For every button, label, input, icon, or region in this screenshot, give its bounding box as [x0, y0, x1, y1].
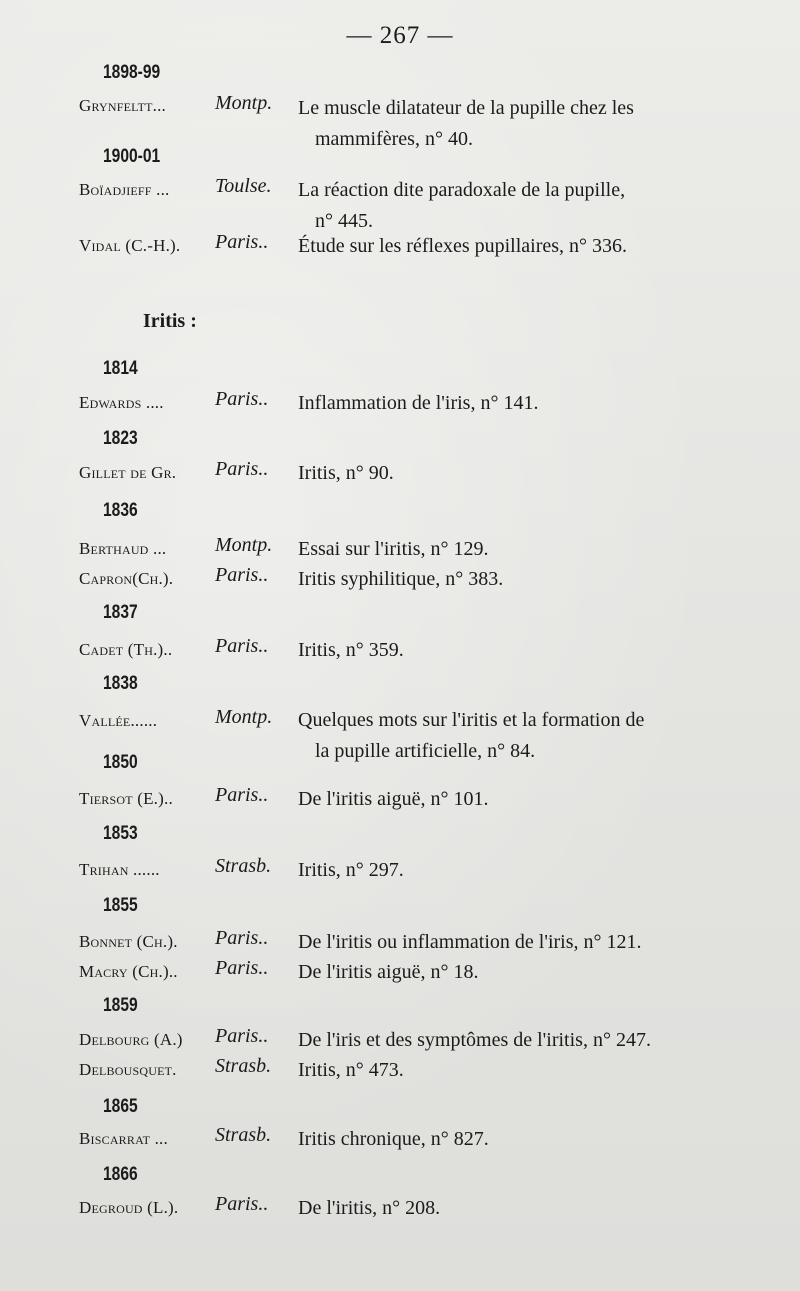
entry-year: 1814	[103, 358, 138, 379]
entry-title-line: Iritis, n° 297.	[298, 859, 404, 881]
entry-place: Paris..	[215, 635, 269, 657]
entry-year: 1853	[103, 823, 138, 844]
entry-place: Strasb.	[215, 1124, 272, 1146]
entry-place: Toulse.	[215, 175, 272, 197]
entry-place: Paris..	[215, 1025, 269, 1047]
entry-title-line: Iritis syphilitique, n° 383.	[298, 568, 504, 590]
entry-title-line: De l'iris et des symptômes de l'iritis, n° 247.	[298, 1029, 651, 1051]
entry-place: Paris..	[215, 564, 269, 586]
entry-title-line: De l'iritis aiguë, n° 101.	[298, 788, 489, 810]
entry-place: Montp.	[215, 534, 273, 556]
entry-title-line: Quelques mots sur l'iritis et la formation de	[298, 709, 645, 731]
entry-author: Macry (Ch.)..	[79, 962, 178, 981]
entry-title	[298, 388, 718, 419]
entry-title-line: De l'iritis ou inflammation de l'iris, n° 121.	[298, 931, 642, 953]
entry-author: Delbousquet.	[79, 1060, 177, 1079]
entry-place: Paris..	[215, 927, 269, 949]
entry-title	[298, 1055, 718, 1086]
entry-title-line: Inflammation de l'iris, n° 141.	[298, 392, 539, 414]
entry-year: 1837	[103, 602, 138, 623]
entry-author: Gillet de Gr.	[79, 463, 177, 482]
entry-author: Vallée......	[79, 711, 158, 730]
entry-author: Grynfeltt...	[79, 96, 166, 115]
entry-year: 1855	[103, 895, 138, 916]
entry-place: Strasb.	[215, 1055, 272, 1077]
entry-author: Cadet (Th.)..	[79, 640, 173, 659]
entry-year: 1836	[103, 500, 138, 521]
entry-year: 1898-99	[103, 62, 161, 83]
entry-place: Paris..	[215, 1193, 269, 1215]
entry-title-line: Le muscle dilatateur de la pupille chez les	[298, 97, 634, 119]
entry-year: 1823	[103, 428, 138, 449]
entry-author: Trihan ......	[79, 860, 160, 879]
entry-place: Paris..	[215, 388, 269, 410]
entry-year: 1866	[103, 1164, 138, 1185]
entry-title-line: la pupille artificielle, n° 84.	[315, 740, 536, 762]
entry-title	[298, 458, 718, 489]
section-title: Iritis :	[143, 310, 197, 332]
entry-title-line: De l'iritis, n° 208.	[298, 1197, 441, 1219]
entry-author: Degroud (L.).	[79, 1198, 179, 1217]
entry-title	[298, 534, 718, 565]
entry-year: 1850	[103, 752, 138, 773]
entry-title	[298, 93, 718, 155]
entry-title-line: Iritis, n° 90.	[298, 462, 394, 484]
entry-title	[298, 1025, 718, 1056]
entry-title	[298, 564, 718, 595]
entry-author: Vidal (C.-H.).	[79, 236, 181, 255]
entry-title-line: Iritis, n° 473.	[298, 1059, 404, 1081]
entry-title	[298, 957, 718, 988]
entry-place: Paris..	[215, 231, 269, 253]
entry-author: Bonnet (Ch.).	[79, 932, 178, 951]
entry-title	[298, 635, 718, 666]
entry-place: Paris..	[215, 458, 269, 480]
entry-title-line: mammifères, n° 40.	[315, 128, 473, 150]
entry-year: 1859	[103, 995, 138, 1016]
entry-title	[298, 231, 718, 262]
entry-title	[298, 175, 718, 237]
entry-year: 1838	[103, 673, 138, 694]
entry-year: 1900-01	[103, 146, 161, 167]
entry-year: 1865	[103, 1096, 138, 1117]
entry-title-line: Essai sur l'iritis, n° 129.	[298, 538, 489, 560]
entry-author: Biscarrat ...	[79, 1129, 168, 1148]
entry-title	[298, 1124, 718, 1155]
entry-author: Berthaud ...	[79, 539, 167, 558]
entry-author: Capron(Ch.).	[79, 569, 174, 588]
entry-title-line: La réaction dite paradoxale de la pupille,	[298, 179, 626, 201]
entry-title	[298, 705, 718, 767]
entry-title-line: n° 445.	[315, 210, 373, 232]
entry-place: Paris..	[215, 784, 269, 806]
entry-title	[298, 927, 718, 958]
entry-place: Paris..	[215, 957, 269, 979]
entry-title	[298, 784, 718, 815]
entry-title-line: Iritis chronique, n° 827.	[298, 1128, 489, 1150]
entry-author: Delbourg (A.)	[79, 1030, 183, 1049]
entry-title	[298, 855, 718, 886]
entry-title-line: De l'iritis aiguë, n° 18.	[298, 961, 479, 983]
entry-place: Montp.	[215, 706, 273, 728]
entry-title-line: Étude sur les réflexes pupillaires, n° 336.	[298, 235, 628, 257]
entry-author: Tiersot (E.)..	[79, 789, 173, 808]
entry-place: Montp.	[215, 92, 273, 114]
entry-title-line: Iritis, n° 359.	[298, 639, 404, 661]
entry-title	[298, 1193, 718, 1224]
entry-author: Boïadjieff ...	[79, 180, 170, 199]
entry-author: Edwards ....	[79, 393, 164, 412]
entry-place: Strasb.	[215, 855, 272, 877]
page-number: — 267 —	[346, 22, 454, 49]
